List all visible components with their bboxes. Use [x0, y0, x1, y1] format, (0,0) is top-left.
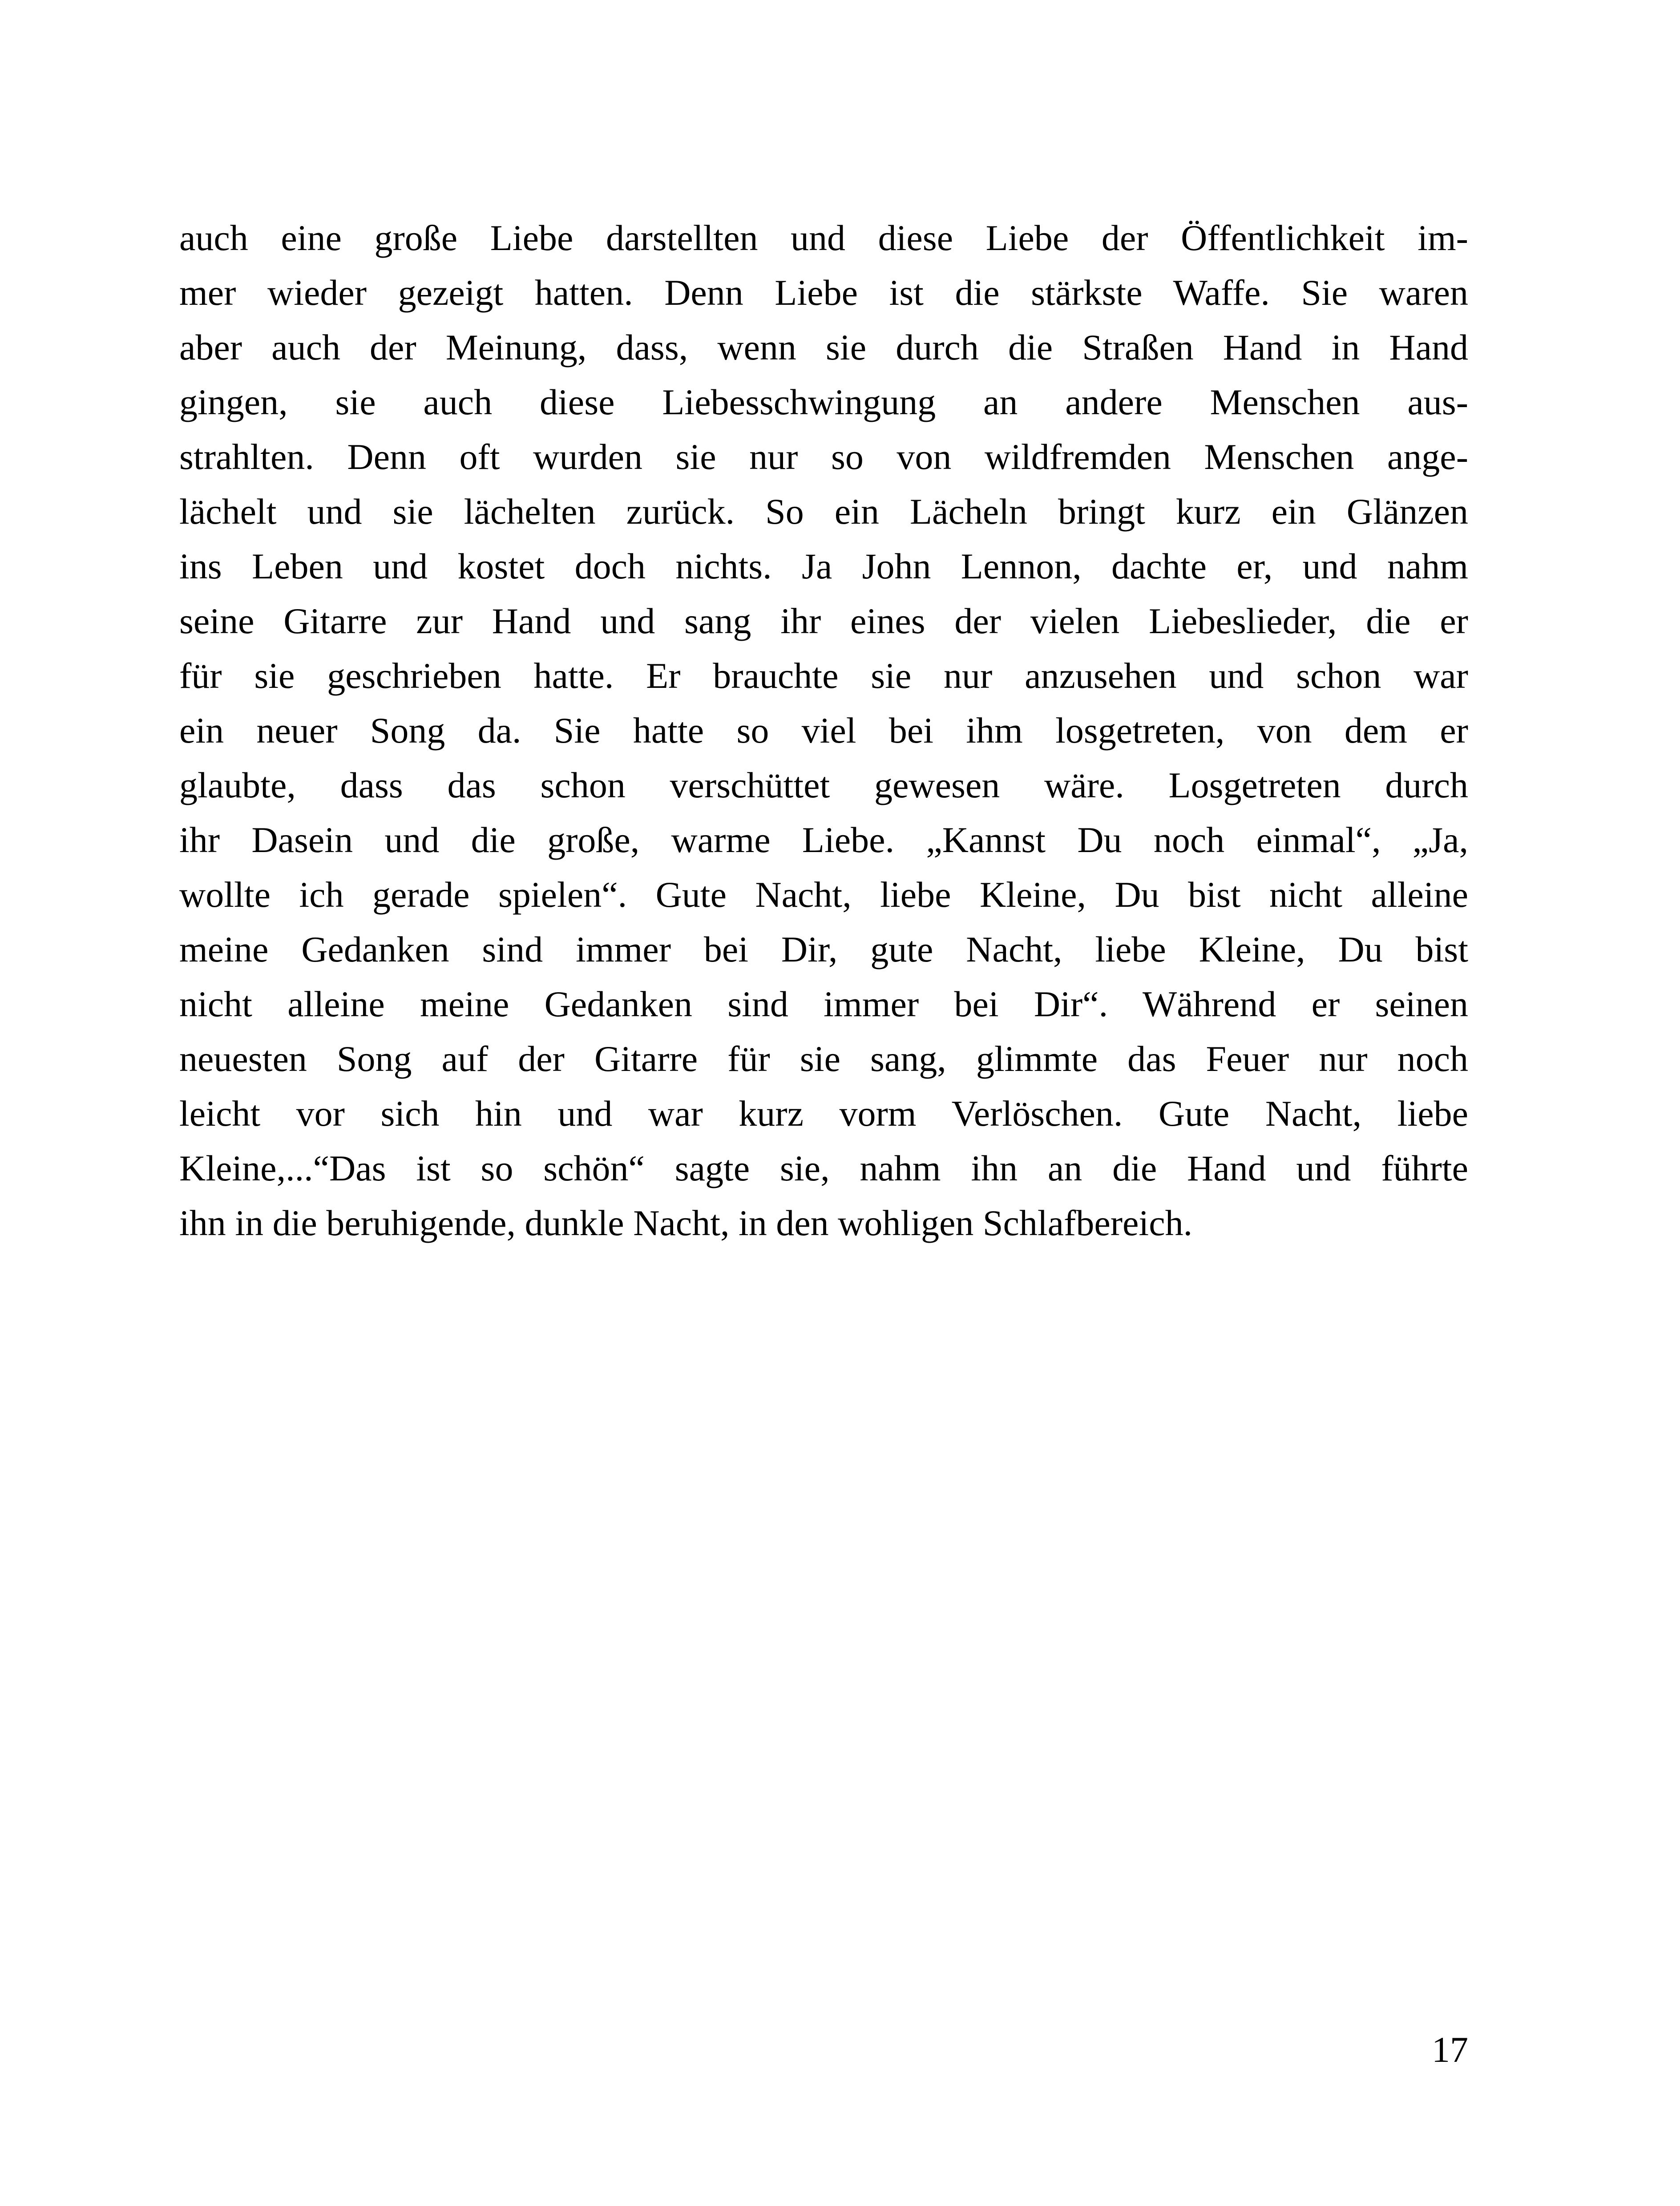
text-line: strahlten. Denn oft wurden sie nur so von wildfremden Menschen ange-: [179, 436, 1468, 477]
text-line: nicht alleine meine Gedanken sind immer bei Dir“. Während er seinen: [179, 984, 1468, 1024]
text-line: ihn in die beruhigende, dunkle Nacht, in den wohligen Schlafbereich.: [179, 1203, 1193, 1243]
text-line: für sie geschrieben hatte. Er brauchte sie nur anzusehen und schon war: [179, 655, 1468, 696]
text-line: leicht vor sich hin und war kurz vorm Verlöschen. Gute Nacht, liebe: [179, 1093, 1468, 1134]
text-line: gingen, sie auch diese Liebesschwingung an andere Menschen aus-: [179, 382, 1468, 422]
text-line: Kleine,...“Das ist so schön“ sagte sie, nahm ihn an die Hand und führte: [179, 1148, 1468, 1188]
text-line: seine Gitarre zur Hand und sang ihr eines der vielen Liebeslieder, die er: [179, 601, 1468, 641]
text-line: meine Gedanken sind immer bei Dir, gute Nacht, liebe Kleine, Du bist: [179, 929, 1468, 970]
text-line: ins Leben und kostet doch nichts. Ja John Lennon, dachte er, und nahm: [179, 546, 1468, 586]
text-line: neuesten Song auf der Gitarre für sie sang, glimmte das Feuer nur noch: [179, 1038, 1468, 1079]
text-line: ihr Dasein und die große, warme Liebe. „Kannst Du noch einmal“, „Ja,: [179, 820, 1468, 860]
text-line: glaubte, dass das schon verschüttet gewesen wäre. Losgetreten durch: [179, 765, 1468, 805]
paragraph: [179, 210, 1468, 1250]
text-line: mer wieder gezeigt hatten. Denn Liebe ist die stärkste Waffe. Sie waren: [179, 272, 1468, 313]
text-line: ein neuer Song da. Sie hatte so viel bei ihm losgetreten, von dem er: [179, 710, 1468, 751]
page-number: 17: [1432, 2029, 1468, 2070]
text-line: aber auch der Meinung, dass, wenn sie durch die Straßen Hand in Hand: [179, 327, 1468, 368]
text-line: lächelt und sie lächelten zurück. So ein Lächeln bringt kurz ein Glänzen: [179, 491, 1468, 532]
text-line: auch eine große Liebe darstellten und diese Liebe der Öffentlichkeit im-: [179, 218, 1468, 258]
text-line: wollte ich gerade spielen“. Gute Nacht, liebe Kleine, Du bist nicht alleine: [179, 874, 1468, 915]
